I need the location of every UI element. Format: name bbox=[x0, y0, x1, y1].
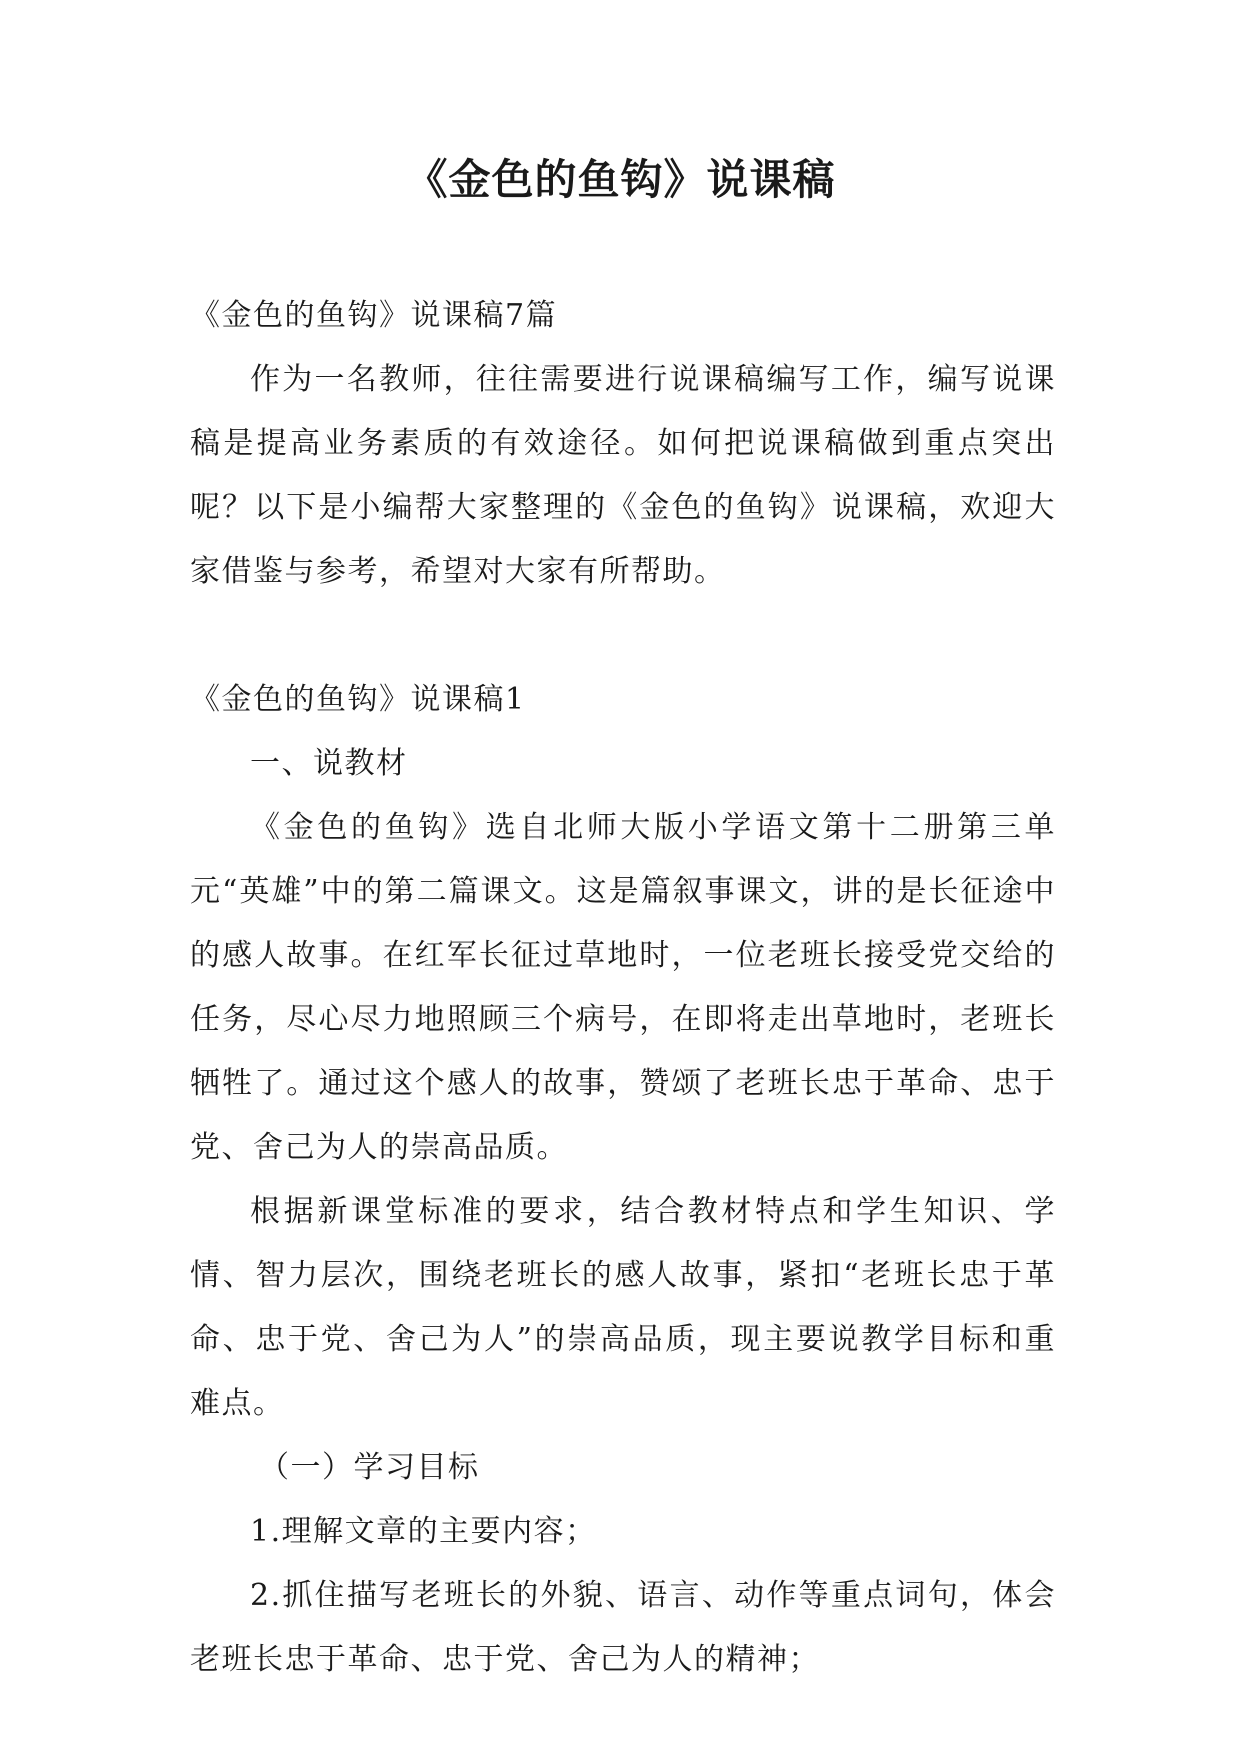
intro-paragraph: 作为一名教师，往往需要进行说课稿编写工作，编写说课稿是提高业务素质的有效途径。如何把说课稿做到重点突出呢？以下是小编帮大家整理的《金色的鱼钩》说课稿，欢迎大家借鉴与参考，希望对大家有所帮助。 bbox=[190, 362, 1056, 589]
textbook-paragraph: 《金色的鱼钩》选自北师大版小学语文第十二册第三单元“英雄”中的第二篇课文。这是篇叙事课文，讲的是长征途中的感人故事。在红军长征过草地时，一位老班长接受党交给的任务，尽心尽力地照顾三个病号，在即将走出草地时，老班长牺牲了。通过这个感人的故事，赞颂了老班长忠于革命、忠于党、舍己为人的崇高品质。 bbox=[190, 810, 1056, 1165]
document-title: 《金色的鱼钩》说课稿 bbox=[405, 155, 836, 204]
standards-paragraph: 根据新课堂标准的要求，结合教材特点和学生知识、学情、智力层次，围绕老班长的感人故事，紧扣“老班长忠于革命、忠于党、舍己为人”的崇高品质，现主要说教学目标和重难点。 bbox=[190, 1194, 1056, 1421]
document-body bbox=[190, 284, 1056, 1692]
section-heading: 《金色的鱼钩》说课稿1 bbox=[190, 682, 526, 717]
subsection-heading: 一、说教材 bbox=[250, 746, 408, 781]
subtitle-line: 《金色的鱼钩》说课稿7篇 bbox=[190, 298, 558, 333]
goal-item-2: 2.抓住描写老班长的外貌、语言、动作等重点词句，体会老班长忠于革命、忠于党、舍己为人的精神； bbox=[190, 1578, 1056, 1677]
goals-heading: （一）学习目标 bbox=[259, 1450, 480, 1485]
paragraph-gap bbox=[190, 604, 1056, 668]
goal-item-1: 1.理解文章的主要内容； bbox=[250, 1514, 597, 1549]
